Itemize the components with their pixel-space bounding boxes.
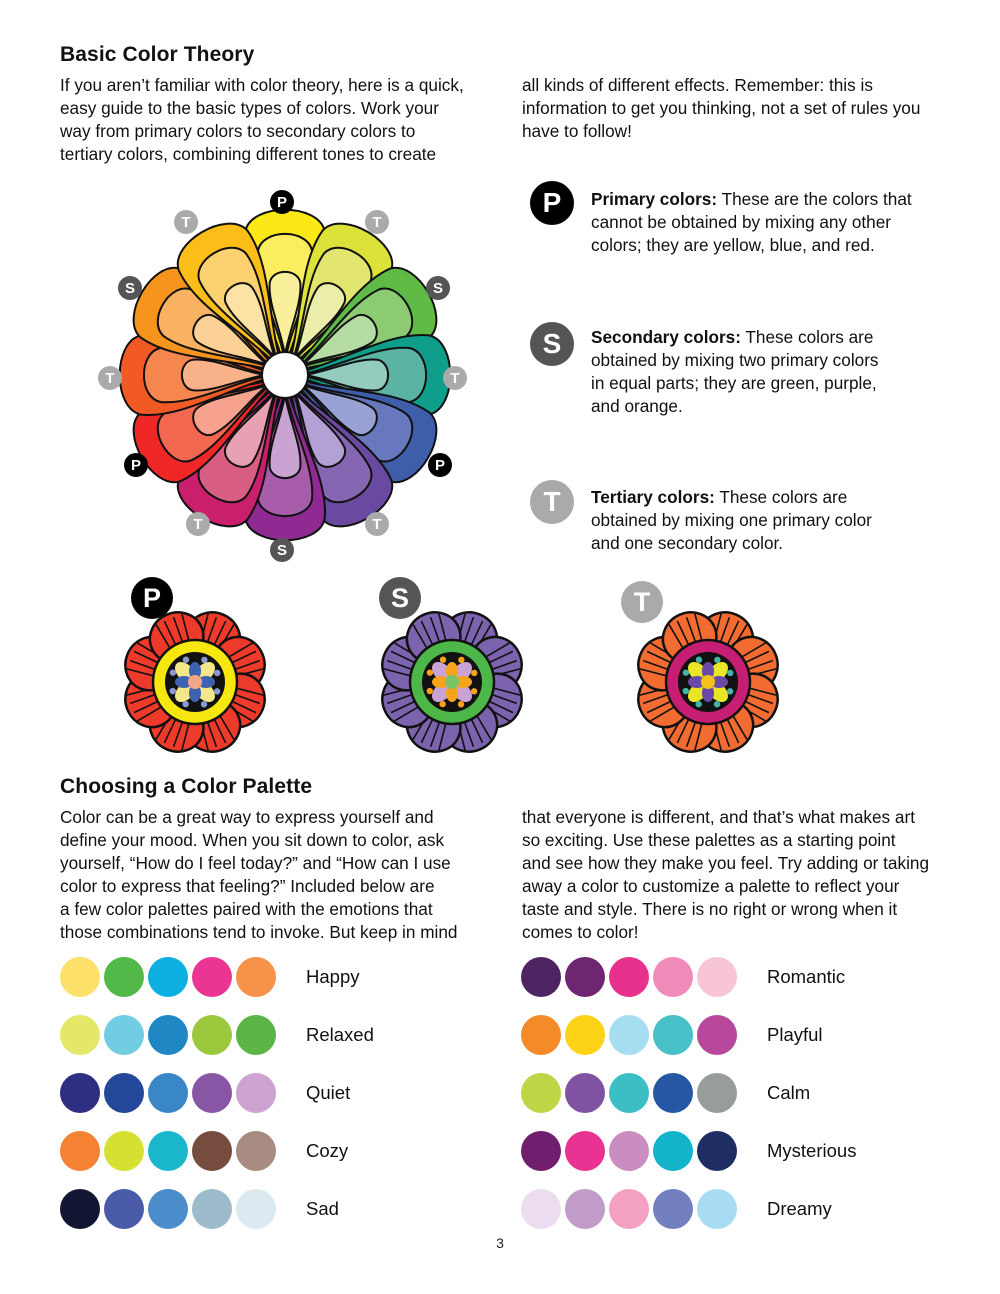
palette-row-sad — [60, 1189, 339, 1229]
color-swatch — [653, 1073, 693, 1113]
color-swatch — [236, 1073, 276, 1113]
color-swatch — [148, 1189, 188, 1229]
color-swatch — [653, 957, 693, 997]
text-line: comes to color! — [522, 922, 639, 942]
color-swatch — [104, 1073, 144, 1113]
text-line: define your mood. When you sit down to color, ask — [60, 830, 445, 850]
primary-wheel-badge-icon: P — [124, 453, 148, 477]
definition-term: Primary colors: — [591, 189, 718, 209]
color-swatch — [697, 1131, 737, 1171]
color-swatch — [192, 1189, 232, 1229]
text-line: and see how they make you feel. Try adding or taking — [522, 853, 930, 873]
color-swatch — [653, 1189, 693, 1229]
text-line: all kinds of different effects. Remember: this is — [522, 75, 873, 95]
primary-wheel-badge-icon: P — [428, 453, 452, 477]
example-flower — [117, 604, 273, 760]
tertiary-flower-badge-icon: T — [621, 581, 663, 623]
wheel-center — [262, 352, 308, 398]
text-line: way from primary colors to secondary colors to — [60, 121, 416, 141]
color-swatch — [60, 1015, 100, 1055]
palette-row-mysterious — [521, 1131, 856, 1171]
color-swatch — [697, 1073, 737, 1113]
text-line: cannot be obtained by mixing any other — [591, 212, 892, 232]
text-line: Color can be a great way to express yourself and — [60, 807, 434, 827]
color-swatch — [104, 1189, 144, 1229]
text-line: tertiary colors, combining different tones to create — [60, 144, 437, 164]
color-swatch — [609, 957, 649, 997]
color-swatch — [104, 1131, 144, 1171]
palette-row-playful — [521, 1015, 823, 1055]
definition-tertiary — [591, 486, 951, 555]
color-swatch — [609, 1073, 649, 1113]
color-swatch — [609, 1131, 649, 1171]
definition-term: Secondary colors: — [591, 327, 741, 347]
color-swatch — [236, 1015, 276, 1055]
secondary-flower-badge-icon: S — [379, 577, 421, 619]
page-number: 3 — [496, 1235, 504, 1251]
text-line: information to get you thinking, not a set of rules you — [522, 98, 921, 118]
color-swatch — [565, 1073, 605, 1113]
palette-mood-label: Playful — [767, 1024, 823, 1045]
example-flower — [630, 604, 786, 760]
color-swatch — [521, 1131, 561, 1171]
color-swatch — [697, 957, 737, 997]
text-line: These are the colors that — [717, 189, 912, 209]
palette-mood-label: Relaxed — [306, 1024, 374, 1045]
tertiary-wheel-badge-icon: T — [365, 210, 389, 234]
color-swatch — [521, 1015, 561, 1055]
text-line: These colors are — [714, 487, 848, 507]
secondary-wheel-badge-icon: S — [426, 276, 450, 300]
primary-wheel-badge-icon: P — [270, 190, 294, 214]
palette-mood-label: Calm — [767, 1082, 811, 1103]
definition-secondary — [591, 326, 951, 418]
palette-intro-right — [522, 806, 929, 944]
color-swatch — [60, 1073, 100, 1113]
example-flowers-illustration — [0, 560, 1000, 760]
tertiary-wheel-badge-icon: T — [98, 366, 122, 390]
palette-mood-label: Cozy — [306, 1140, 349, 1161]
text-line: obtained by mixing two primary colors — [591, 350, 879, 370]
text-line: If you aren’t familiar with color theory, here is a quick, — [60, 75, 464, 95]
color-swatch — [565, 1015, 605, 1055]
text-line: in equal parts; they are green, purple, — [591, 373, 877, 393]
color-swatch — [60, 1131, 100, 1171]
color-swatch — [609, 1015, 649, 1055]
text-line: These colors are — [740, 327, 874, 347]
color-swatch — [236, 957, 276, 997]
definition-primary — [591, 188, 951, 257]
palette-row-romantic — [521, 957, 845, 997]
tertiary-wheel-badge-icon: T — [443, 366, 467, 390]
color-swatch — [565, 1131, 605, 1171]
color-swatch — [60, 1189, 100, 1229]
color-swatch — [148, 1073, 188, 1113]
text-line: yourself, “How do I feel today?” and “How can I use — [60, 853, 451, 873]
primary-flower-badge-icon: P — [131, 577, 173, 619]
secondary-wheel-badge-icon: S — [118, 276, 142, 300]
definition-term: Tertiary colors: — [591, 487, 715, 507]
palette-row-happy — [60, 957, 359, 997]
text-line: taste and style. There is no right or wrong when it — [522, 899, 898, 919]
text-line: those combinations tend to invoke. But keep in mind — [60, 922, 458, 942]
tertiary-wheel-badge-icon: T — [365, 512, 389, 536]
palette-mood-label: Happy — [306, 966, 360, 987]
color-swatch — [236, 1131, 276, 1171]
text-line: colors; they are yellow, blue, and red. — [591, 235, 875, 255]
tertiary-badge-icon: T — [530, 480, 574, 524]
color-swatch — [565, 1189, 605, 1229]
color-swatch — [192, 957, 232, 997]
color-swatch — [104, 957, 144, 997]
color-swatch — [521, 1189, 561, 1229]
tertiary-wheel-badge-icon: T — [186, 512, 210, 536]
example-flower — [374, 604, 530, 760]
palette-row-relaxed — [60, 1015, 374, 1055]
palette-intro-left — [60, 806, 457, 944]
section-title-basic-color-theory: Basic Color Theory — [60, 43, 255, 66]
color-swatch — [653, 1131, 693, 1171]
text-line: that everyone is different, and that’s what makes art — [522, 807, 915, 827]
primary-badge-icon: P — [530, 181, 574, 225]
color-swatch — [236, 1189, 276, 1229]
color-swatch — [104, 1015, 144, 1055]
palette-mood-label: Romantic — [767, 966, 846, 987]
palette-mood-label: Mysterious — [767, 1140, 857, 1161]
palette-mood-label: Sad — [306, 1198, 339, 1219]
palette-mood-label: Dreamy — [767, 1198, 832, 1219]
color-swatch — [148, 1015, 188, 1055]
palette-row-cozy — [60, 1131, 348, 1171]
text-line: obtained by mixing one primary color — [591, 510, 872, 530]
section-title-choosing-palette: Choosing a Color Palette — [60, 775, 313, 798]
text-line: have to follow! — [522, 121, 632, 141]
color-swatch — [521, 1073, 561, 1113]
text-line: color to express that feeling?” Included below are — [60, 876, 435, 896]
color-swatch — [653, 1015, 693, 1055]
color-swatch — [521, 957, 561, 997]
color-swatch — [609, 1189, 649, 1229]
color-swatch — [192, 1131, 232, 1171]
text-line: so exciting. Use these palettes as a starting point — [522, 830, 896, 850]
palette-row-dreamy — [521, 1189, 832, 1229]
text-line: and one secondary color. — [591, 533, 784, 553]
color-swatch — [148, 1131, 188, 1171]
color-swatch — [697, 1189, 737, 1229]
text-line: easy guide to the basic types of colors. Work your — [60, 98, 439, 118]
tertiary-wheel-badge-icon: T — [174, 210, 198, 234]
color-swatch — [565, 957, 605, 997]
palette-row-calm — [521, 1073, 810, 1113]
text-line: away a color to customize a palette to reflect your — [522, 876, 900, 896]
color-swatch — [192, 1015, 232, 1055]
text-line: and orange. — [591, 396, 683, 416]
palette-mood-label: Quiet — [306, 1082, 351, 1103]
color-swatch — [148, 957, 188, 997]
palette-row-quiet — [60, 1073, 350, 1113]
color-swatch — [192, 1073, 232, 1113]
secondary-badge-icon: S — [530, 322, 574, 366]
secondary-wheel-badge-icon: S — [270, 538, 294, 562]
color-swatch — [60, 957, 100, 997]
text-line: a few color palettes paired with the emotions that — [60, 899, 433, 919]
color-swatch — [697, 1015, 737, 1055]
